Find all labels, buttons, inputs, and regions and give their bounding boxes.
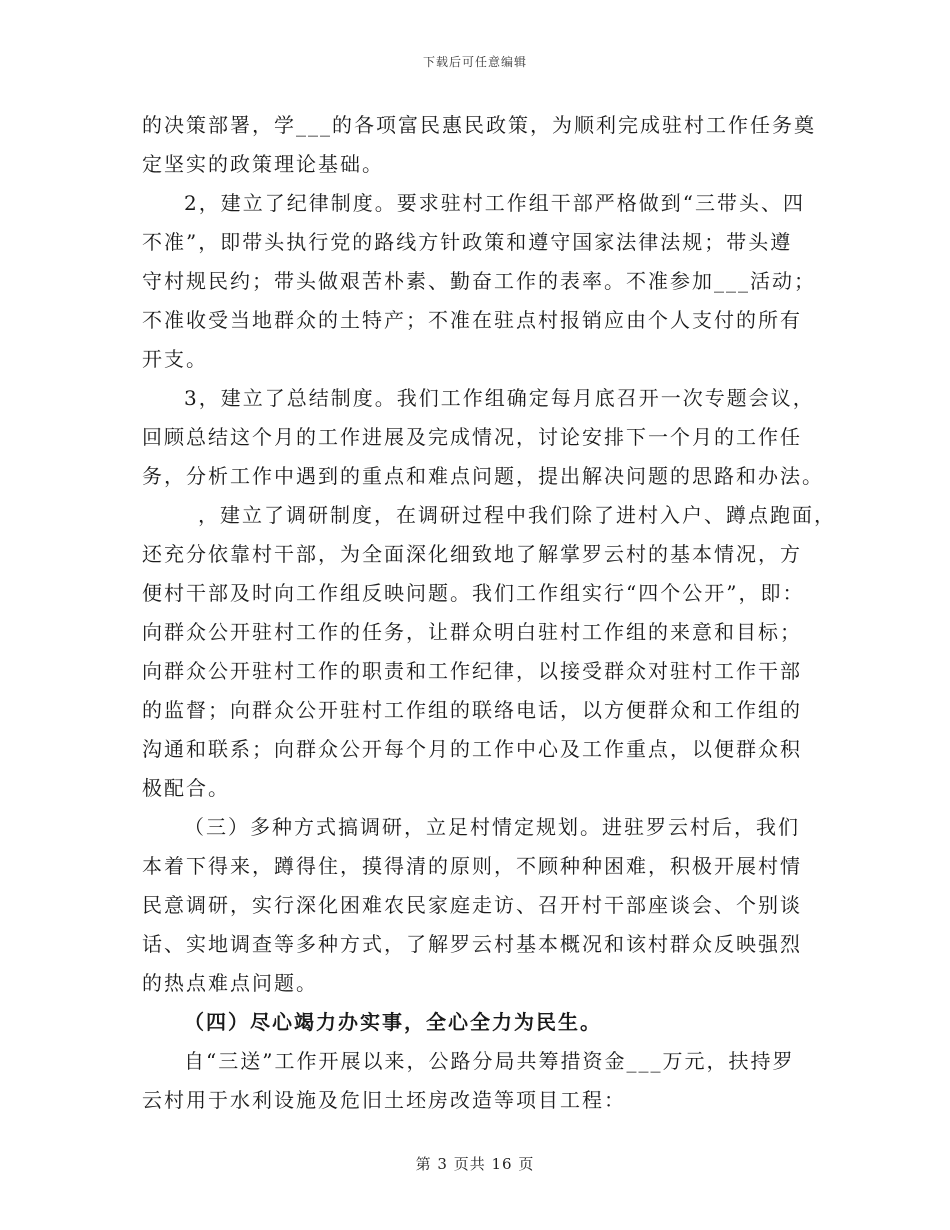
paragraph-line: 极配合。 — [142, 776, 230, 800]
paragraph-line: 开支。 — [142, 347, 208, 371]
paragraph-line: 不准”，即带头执行党的路线方针政策和遵守国家法律法规；带头遵 — [142, 230, 793, 254]
paragraph-line: 向群众公开驻村工作的职责和工作纪律，以接受群众对驻村工作干部 — [142, 659, 802, 683]
page-number: 第 3 页共 16 页 — [415, 1155, 535, 1173]
paragraph-line: 本着下得来，蹲得住，摸得清的原则，不顾种种困难，积极开展村情 — [142, 854, 802, 878]
section-heading: （四）尽心竭力办实事，全心全力为民生。 — [184, 1010, 602, 1034]
paragraph-line: 回顾总结这个月的工作进展及完成情况，讨论安排下一个月的工作任 — [142, 425, 802, 449]
paragraph-line: 还充分依靠村干部，为全面深化细致地了解掌罗云村的基本情况，方 — [142, 542, 802, 566]
paragraph-line: 的监督；向群众公开驻村工作组的联络电话，以方便群众和工作组的 — [142, 698, 802, 722]
paragraph-line: 云村用于水利设施及危旧土坯房改造等项目工程： — [142, 1088, 626, 1112]
paragraph-line: 自“三送”工作开展以来，公路分局共筹措资金___万元，扶持罗 — [184, 1049, 795, 1073]
paragraph-line: 不准收受当地群众的土特产；不准在驻点村报销应由个人支付的所有 — [142, 308, 802, 332]
document-body — [142, 106, 836, 1120]
paragraph-line: ，建立了调研制度，在调研过程中我们除了进村入户、蹲点跑面， — [198, 503, 836, 527]
paragraph-line: 3，建立了总结制度。我们工作组确定每月底召开一次专题会议， — [184, 386, 815, 410]
paragraph-line: 的热点难点问题。 — [142, 971, 318, 995]
header-note: 下载后可任意编辑 — [422, 55, 527, 69]
paragraph-line: 话、实地调查等多种方式，了解罗云村基本概况和该村群众反映强烈 — [142, 932, 802, 956]
paragraph-line: 的决策部署，学___的各项富民惠民政策，为顺利完成驻村工作任务奠 — [142, 113, 816, 137]
paragraph-line: 守村规民约；带头做艰苦朴素、勤奋工作的表率。不准参加___活动； — [142, 269, 816, 293]
paragraph-line: 定坚实的政策理论基础。 — [142, 152, 384, 176]
paragraph-line: （三）多种方式搞调研，立足村情定规划。进驻罗云村后，我们 — [184, 815, 800, 839]
paragraph-line: 民意调研，实行深化困难农民家庭走访、召开村干部座谈会、个别谈 — [142, 893, 802, 917]
paragraph-line: 沟通和联系；向群众公开每个月的工作中心及工作重点，以便群众积 — [142, 737, 802, 761]
paragraph-line: 便村干部及时向工作组反映问题。我们工作组实行“四个公开”，即： — [142, 581, 805, 605]
paragraph-line: 2，建立了纪律制度。要求驻村工作组干部严格做到“三带头、四 — [184, 191, 805, 215]
paragraph-line: 向群众公开驻村工作的任务，让群众明白驻村工作组的来意和目标； — [142, 620, 802, 644]
paragraph-line: 务，分析工作中遇到的重点和难点问题，提出解决问题的思路和办法。 — [142, 464, 824, 488]
